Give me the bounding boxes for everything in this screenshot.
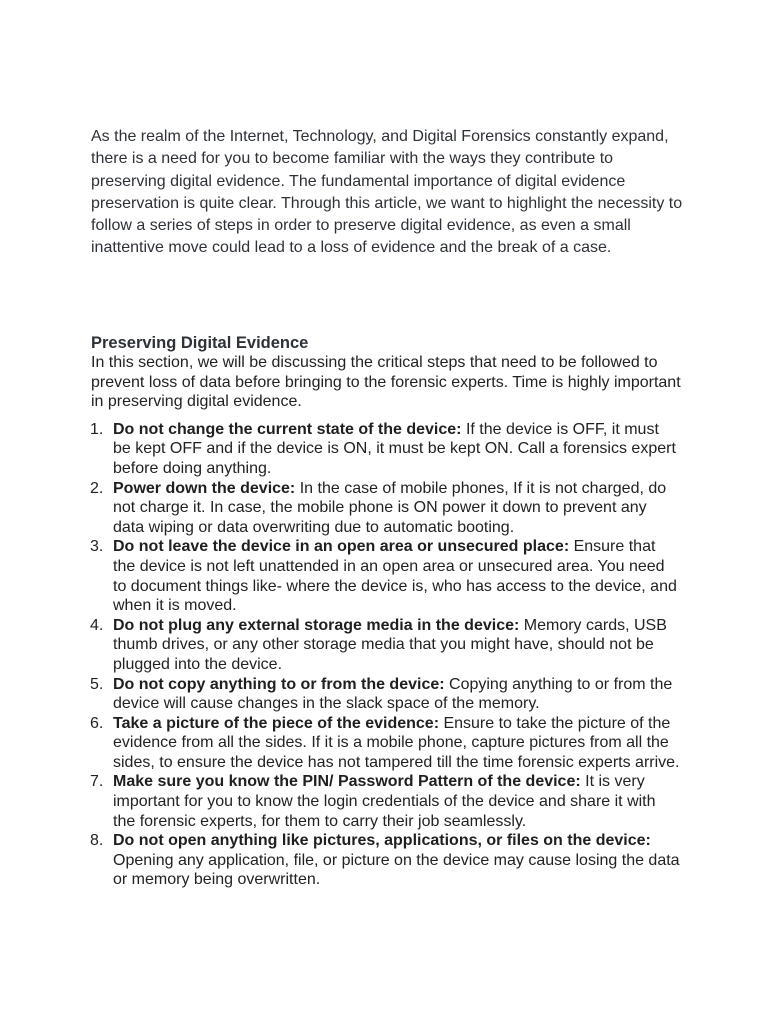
step-title: Take a picture of the piece of the evidence:	[113, 714, 440, 732]
preserving-section	[91, 333, 681, 890]
step-text: Ensure to take the picture of the evidence from all the sides. If it is a mobile phone, capture pictures from all the sides, to ensure the device has not tampered till the time forensic experts arrive.	[113, 714, 680, 771]
step-number: 8.	[90, 832, 104, 850]
step-title: Do not change the current state of the device:	[113, 420, 462, 438]
step-title: Do not leave the device in an open area or unsecured place:	[113, 538, 570, 556]
step-text: In the case of mobile phones, If it is not charged, do not charge it. In case, the mobile phone is ON power it down to prevent any data wiping or data overwriting due to automatic booting.	[113, 479, 667, 536]
step-number: 3.	[90, 538, 104, 556]
step-item	[91, 714, 681, 773]
step-title: Do not open anything like pictures, applications, or files on the device:	[113, 832, 651, 850]
step-number: 2.	[90, 479, 104, 497]
step-item	[91, 479, 681, 538]
steps-list	[91, 420, 681, 890]
step-title: Make sure you know the PIN/ Password Pattern of the device:	[113, 773, 581, 791]
step-text: Opening any application, file, or picture on the device may cause losing the data or memory being overwritten.	[113, 851, 680, 889]
step-item	[91, 616, 681, 675]
section-heading: Preserving Digital Evidence	[91, 334, 309, 352]
step-item	[91, 675, 681, 714]
step-title: Power down the device:	[113, 479, 296, 497]
step-number: 4.	[90, 616, 104, 634]
step-number: 6.	[90, 714, 104, 732]
step-text: Memory cards, USB thumb drives, or any other storage media that you might have, should not be plugged into the device.	[113, 616, 667, 673]
step-title: Do not plug any external storage media in the device:	[113, 616, 520, 634]
step-item	[91, 772, 681, 831]
step-text: Ensure that the device is not left unattended in an open area or unsecured area. You need to document things like- where the device is, who has access to the device, and when it is moved.	[113, 538, 677, 615]
step-item	[91, 831, 681, 890]
step-number: 1.	[90, 420, 104, 438]
step-text: It is very important for you to know the login credentials of the device and share it with the forensic experts, for them to carry their job seamlessly.	[113, 773, 656, 830]
step-item	[91, 537, 681, 615]
step-text: Copying anything to or from the device will cause changes in the slack space of the memory.	[113, 675, 673, 713]
section-lead-paragraph: In this section, we will be discussing the critical steps that need to be followed to prevent loss of data before bringing to the forensic experts. Time is highly important in preserving digital evidence.	[91, 354, 681, 411]
step-title: Do not copy anything to or from the device:	[113, 675, 445, 693]
step-number: 7.	[90, 773, 104, 791]
intro-paragraph: As the realm of the Internet, Technology, and Digital Forensics constantly expand, there is a need for you to become familiar with the ways they contribute to preserving digital evidence. The fundamental importance of digital evidence preservation is quite clear. Through this article, we want to highlight the necessity to follow a series of steps in order to preserve digital evidence, as even a small inattentive move could lead to a loss of evidence and the break of a case.	[91, 128, 683, 257]
step-number: 5.	[90, 675, 104, 693]
step-item	[91, 420, 681, 479]
step-text: If the device is OFF, it must be kept OFF and if the device is ON, it must be kept ON. Call a forensics expert before doing anything.	[113, 420, 676, 477]
